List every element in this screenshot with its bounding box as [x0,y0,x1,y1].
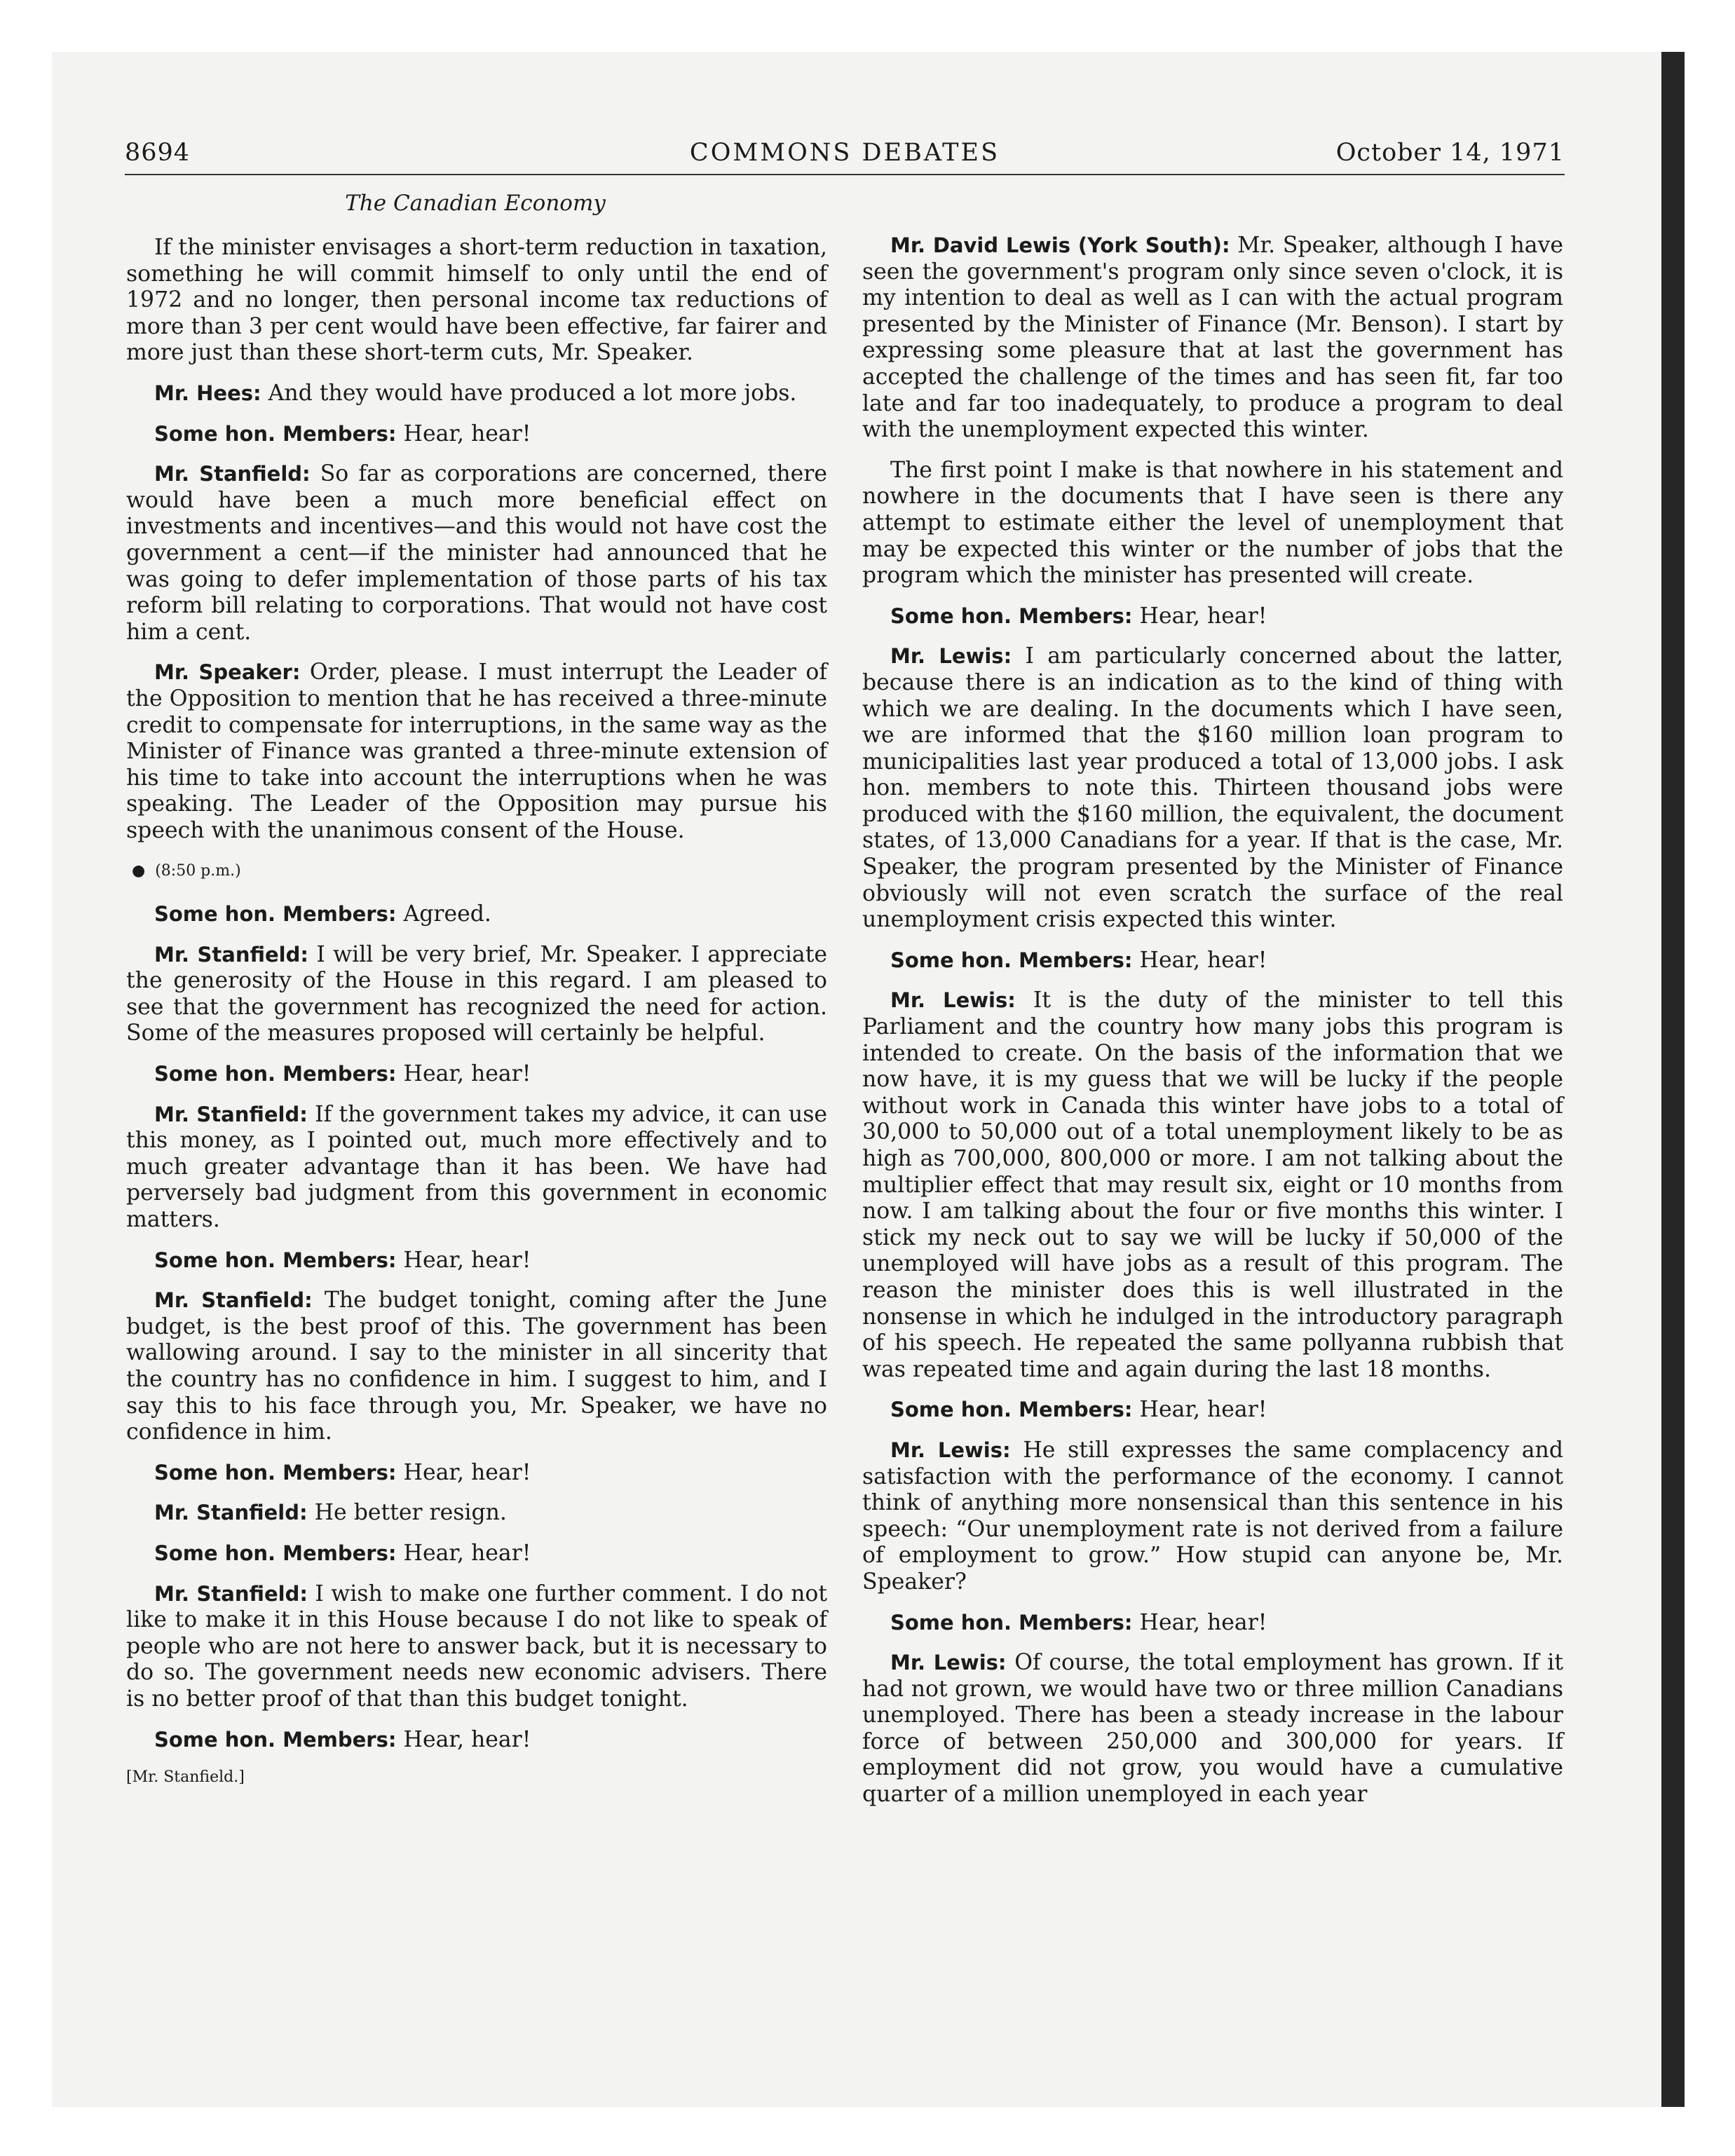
paragraph [126,1500,827,1527]
speaker-name: Mr. Lewis: [890,1438,1011,1462]
paragraph [126,1581,827,1713]
paragraph [126,461,827,646]
paragraph [862,1610,1563,1637]
speaker-name: Some hon. Members: [890,948,1133,972]
page-header [125,137,1565,175]
paragraph-text: Hear, hear! [403,1459,531,1485]
paragraph [126,235,827,367]
paragraph-text: I wish to make one further comment. I do not like to make it in this House because I do not like to speak of people who are not here to answer back, but it is necessary to do so. The government needs new economic advisers. There is no better proof of that than this budget tonight. [126,1581,828,1712]
paragraph-text: Agreed. [403,901,491,927]
speaker-name: Some hon. Members: [154,1062,397,1086]
bullet-icon: ● [132,862,146,880]
paragraph-text: The first point I make is that nowhere in his statement and nowhere in the documents that I have seen is there any attempt to estimate either the level of unemployment that may be expected this winter or the number of jobs that the program which the minister has presented will create. [862,457,1563,589]
speaker-name: Mr. Lewis: [890,1651,1007,1675]
paragraph [862,1438,1563,1596]
speaker-name: Some hon. Members: [154,421,397,446]
time-marker-text: (8:50 p.m.) [155,862,241,880]
speaker-name: Some hon. Members: [154,1460,397,1485]
paragraph [126,660,827,844]
speaker-name: Mr. Hees: [154,381,261,405]
paragraph [862,988,1563,1383]
paragraph [126,1288,827,1446]
paragraph-text: Hear, hear! [403,1726,531,1752]
section-title: The Canadian Economy [345,191,606,216]
speaker-name: Mr. David Lewis (York South): [890,233,1230,257]
speaker-name: Mr. Stanfield: [154,462,311,486]
paragraph-text: The budget tonight, coming after the June budget, is the best proof of this. The government has been wallowing around. I say to the minister in all sincerity that the country has no confidence in him. I suggest to him, and I say this to his face through you, Mr. Speaker, we have no confidence in him. [126,1288,828,1445]
paragraph-text: If the government takes my advice, it can use this money, as I pointed out, much more effectively and to much greater advantage than it has been. We have had perversely bad judgment from this government in economic matters. [126,1101,828,1232]
paragraph [126,901,827,928]
time-marker [126,858,827,885]
paragraph-text: Hear, hear! [403,1247,531,1273]
speaker-name: Mr. Lewis: [890,644,1012,669]
paragraph-text: He still expresses the same complacency and satisfaction with the performance of the economy. I cannot think of anything more nonsensical than this sentence in his speech: “Our unemployment rate is not derived from a failure of employment to grow.” How stupid can anyone be, Mr. Speaker? [862,1437,1563,1595]
paragraph [862,643,1563,934]
paragraph-text: Hear, hear! [403,421,531,446]
paragraph-text: I will be very brief, Mr. Speaker. I appreciate the generosity of the House in this regard. I am pleased to see that the government has recognized the need for action. Some of the measures proposed will certainly be helpful. [126,941,828,1046]
paragraph-text: Hear, hear! [403,1061,531,1087]
paragraph [126,1248,827,1274]
paragraph [126,1102,827,1234]
paragraph-text: Of course, the total employment has grown. If it had not grown, we would have two or three million Canadians unemployed. There has been a steady increase in the labour force of between 250,000 and 300,000 for years. If employment did not grow, you would have a cumulative quarter of a million unemployed in each year [862,1650,1563,1808]
paragraph [126,1727,827,1754]
paragraph [126,1460,827,1487]
paragraph [126,381,827,407]
paragraph [862,1650,1563,1808]
speaker-name: Some hon. Members: [154,902,397,927]
speaker-name: Some hon. Members: [890,603,1133,628]
paragraph-text: Hear, hear! [1139,1609,1267,1635]
paragraph [126,1061,827,1088]
paragraph [862,233,1563,444]
speaker-name: Some hon. Members: [154,1541,397,1565]
paragraph-text: Order, please. I must interrupt the Leader of the Opposition to mention that he has received a three-minute credit to compensate for interruptions, in the same way as the Minister of Finance was granted a three-minute extension of his time to take into account the interruptions when he was speaking. The Leader of the Opposition may pursue his speech with the unanimous consent of the House. [126,660,827,843]
paragraph-text: If the minister envisages a short-term reduction in taxation, something he will commit himself to only until the end of 1972 and no longer, then personal income tax reductions of more than 3 per cent would have been effective, far fairer and more just than these short-term cuts, Mr. Speaker. [126,235,827,366]
paragraph [862,458,1563,589]
running-title: COMMONS DEBATES [689,139,1000,167]
paragraph [126,421,827,448]
speaker-name: Some hon. Members: [890,1610,1133,1635]
paragraph-text: And they would have produced a lot more jobs. [268,380,797,406]
speaker-name: Mr. Lewis: [890,988,1016,1013]
speaker-name: Mr. Stanfield: [154,1501,308,1525]
speaker-name: Some hon. Members: [154,1248,397,1272]
speaker-name: Mr. Stanfield: [154,1288,313,1313]
speaker-name: Mr. Speaker: [154,660,301,685]
paragraph-text: I am particularly concerned about the latter, because there is an indication as to the kind of thing with which we are dealing. In the documents which I have seen, we are informed that the $160 million loan program to municipalities last year produced a total of 13,000 jobs. I ask hon. members to note this. Thirteen thousand jobs were produced with the $160 million, the equivalent, the document states, of 13,000 Canadians for a year. If that is the case, Mr. Speaker, the program presented by the Minister of Finance obviously will not even scratch the surface of the real unemployment crisis expected this winter. [862,643,1564,933]
speaker-name: Some hon. Members: [890,1398,1133,1422]
left-column [126,235,827,1791]
speaker-name: Mr. Stanfield: [154,1102,308,1126]
speaker-name: Mr. Stanfield: [154,1581,308,1606]
paragraph [862,603,1563,630]
right-column [862,233,1563,1822]
speaker-name: Mr. Stanfield: [154,942,308,967]
paragraph-text: Mr. Speaker, although I have seen the government's program only since seven o'clock, it is my intention to deal as well as I can with the actual program presented by the Minister of Finance (Mr. Benson). I start by expressing some pleasure that at last the government has accepted the challenge of the times and has seen fit, far too late and far too inadequately, to produce a program to deal with the unemployment expected this winter. [862,233,1564,443]
scan-edge-bar [1661,52,1685,2107]
paragraph [126,1541,827,1567]
paragraph [126,942,827,1047]
paragraph-text: Hear, hear! [403,1540,531,1566]
paragraph-text: Hear, hear! [1139,1397,1267,1423]
paragraph-text: He better resign. [314,1500,507,1526]
paragraph [862,948,1563,974]
paragraph-text: So far as corporations are concerned, there would have been a much more beneficial effect on investments and incentives—and this would not have cost the government a cent—if the minister had announced that he was going to defer implementation of those parts of his tax reform bill relating to corporations. That would not have cost him a cent. [126,461,828,645]
page-number: 8694 [125,139,191,167]
paragraph-text: It is the duty of the minister to tell this Parliament and the country how many jobs this program is intended to create. On the basis of the information that we now have, it is my guess that we will be lucky if the people without work in Canada this winter have jobs to a total of 30,000 to 50,000 out of a total unemployment likely to be as high as 700,000, 800,000 or more. I am not talking about the multiplier effect that may result six, eight or 10 months from now. I am talking about the four or five months this winter. I stick my neck out to say we will be lucky if 50,000 of the unemployed will have jobs as a result of this program. The reason the minister does this is well illustrated in the nonsense in which he indulged in the introductory paragraph of his speech. He repeated the same pollyanna rubbish that was repeated time and again during the last 18 months. [862,988,1563,1382]
paragraph-text: Hear, hear! [1139,603,1267,629]
footnote: [Mr. Stanfield.] [126,1768,245,1787]
header-date: October 14, 1971 [1335,139,1565,167]
speaker-name: Some hon. Members: [154,1727,397,1752]
paragraph [862,1397,1563,1424]
paragraph-text: Hear, hear! [1139,947,1267,973]
